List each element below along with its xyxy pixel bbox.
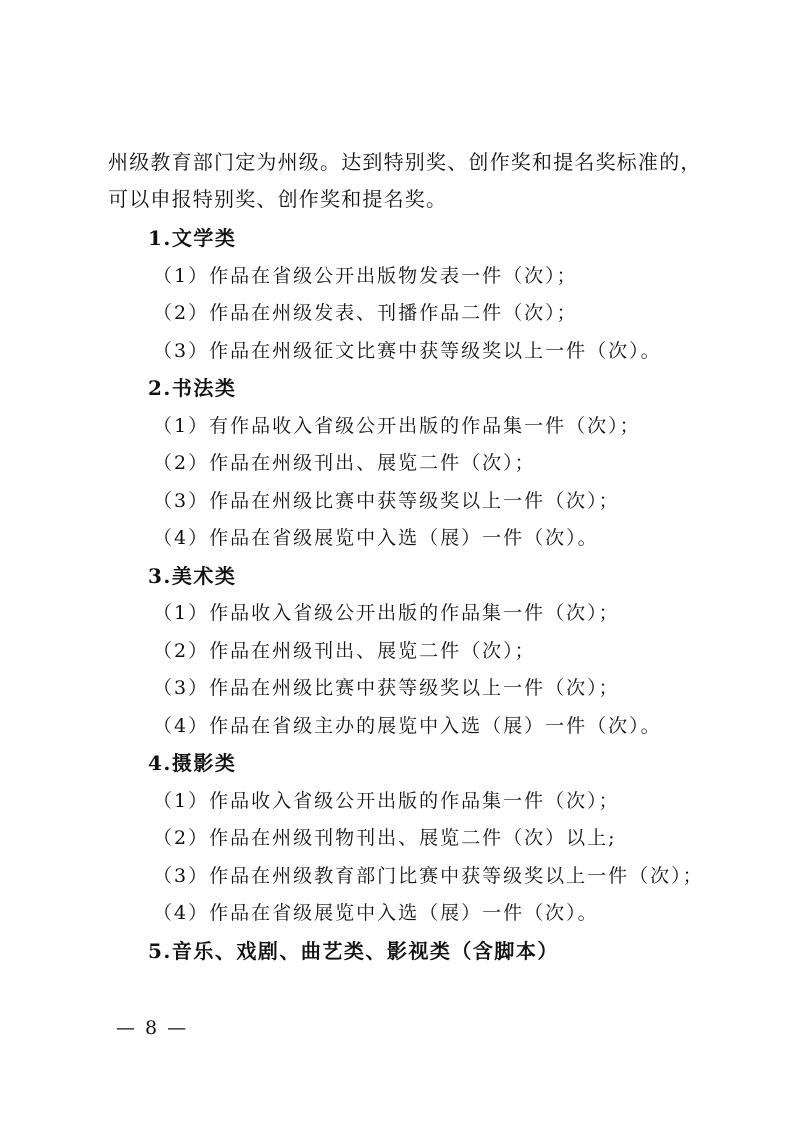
section-performing-arts (108, 933, 728, 971)
section-fine-arts (108, 558, 728, 746)
page-number: — 8 — (116, 1017, 189, 1039)
section-heading: 4.摄影类 (148, 751, 237, 775)
list-item: （1）作品在省级公开出版物发表一件（次）； (153, 264, 578, 287)
list-item: （4）作品在省级展览中入选（展）一件（次）。 (153, 527, 599, 549)
category-list (108, 220, 728, 970)
list-item: （4）作品在省级展览中入选（展）一件（次）。 (153, 902, 599, 924)
section-heading: 2.书法类 (148, 376, 237, 400)
list-item: （3）作品在州级比赛中获等级奖以上一件（次）； (153, 677, 620, 699)
section-calligraphy (108, 370, 728, 558)
list-item: （1）作品收入省级公开出版的作品集一件（次）； (153, 789, 620, 812)
section-photography (108, 745, 728, 933)
intro-line-1: 州级教育部门定为州级。达到特别奖、创作奖和提名奖标准的， (108, 150, 702, 174)
list-item: （3）作品在州级比赛中获等级奖以上一件（次）； (153, 489, 620, 512)
intro-paragraph (108, 144, 708, 218)
section-heading: 3.美术类 (148, 563, 237, 588)
section-heading: 5.音乐、戏剧、曲艺类、影视类（含脚本） (148, 938, 559, 963)
section-literature (108, 220, 728, 370)
list-item: （2）作品在州级刊出、展览二件（次）； (153, 639, 536, 662)
list-item: （1）有作品收入省级公开出版的作品集一件（次）； (153, 414, 641, 437)
intro-line-2: 可以申报特别奖、创作奖和提名奖。 (108, 187, 448, 211)
list-item: （3）作品在州级教育部门比赛中获等级奖以上一件（次）； (153, 864, 704, 887)
list-item: （2）作品在州级刊出、展览二件（次）； (153, 452, 536, 474)
list-item: （3）作品在州级征文比赛中获等级奖以上一件（次）。 (153, 339, 662, 362)
section-heading: 1.文学类 (148, 226, 237, 250)
list-item: （4）作品在省级主办的展览中入选（展）一件（次）。 (153, 714, 662, 737)
list-item: （2）作品在州级刊物刊出、展览二件（次）以上; (153, 827, 617, 849)
list-item: （1）作品收入省级公开出版的作品集一件（次）； (153, 602, 620, 624)
list-item: （2）作品在州级发表、刊播作品二件（次）； (153, 302, 578, 324)
